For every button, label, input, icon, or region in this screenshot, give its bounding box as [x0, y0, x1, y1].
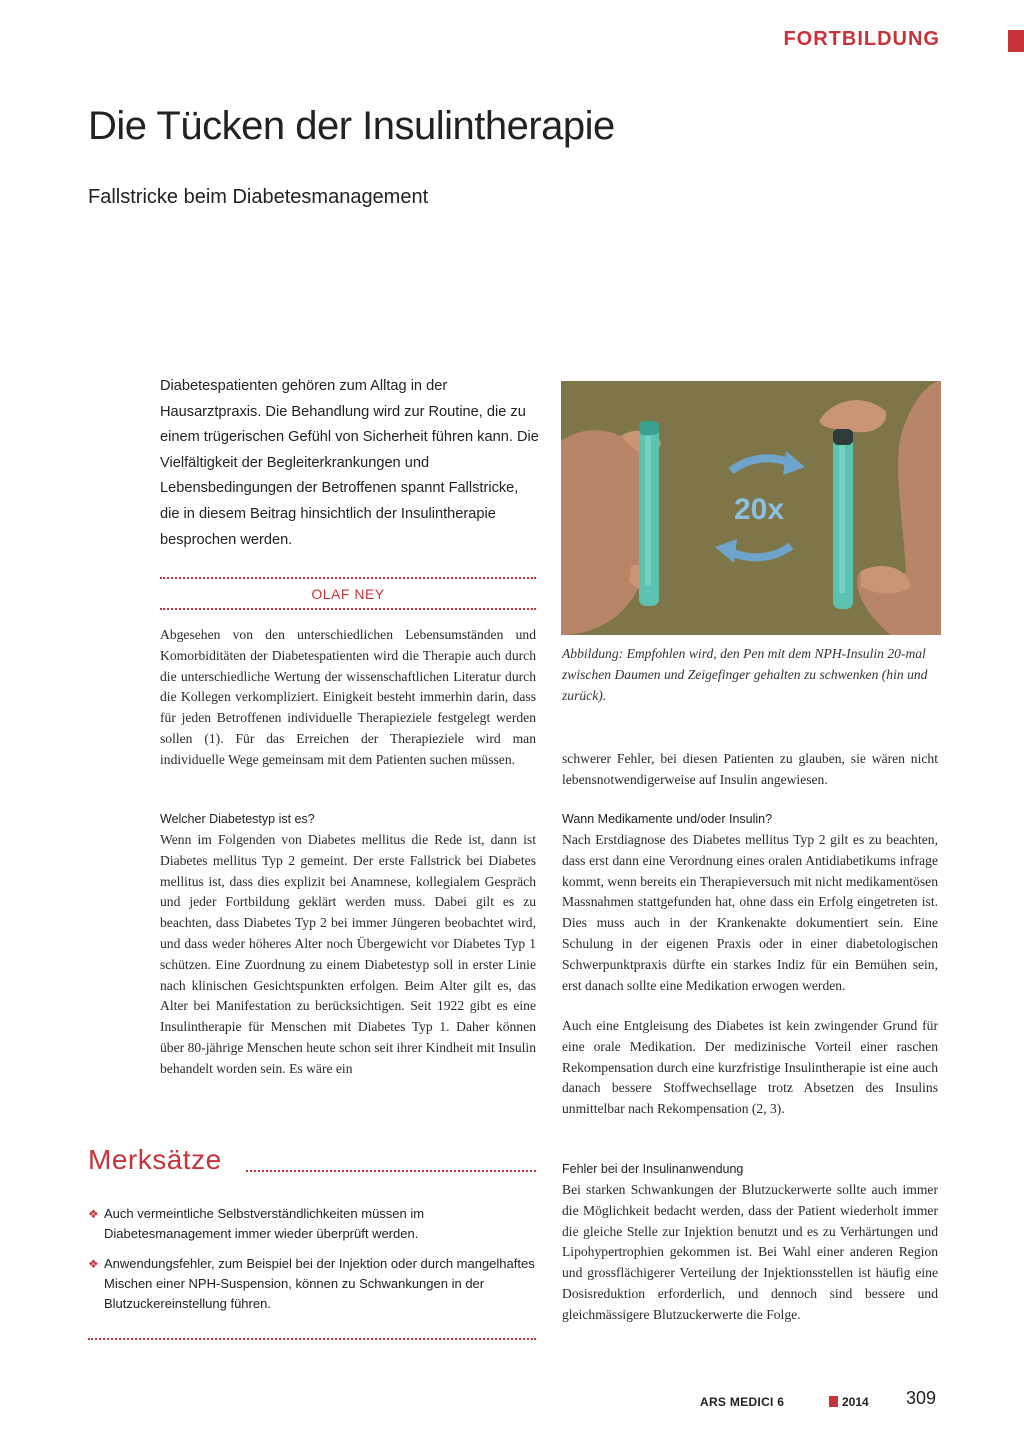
section-label: FORTBILDUNG	[783, 28, 940, 50]
merksaetze-bottom-rule	[88, 1338, 536, 1340]
merksatz-item	[88, 1204, 540, 1244]
section-paragraph: Nach Erstdiagnose des Diabetes mellitus Typ 2 gilt es zu beachten, dass erst dann eine Verordnung eines oralen Antidiabetikums infrage kommt, wenn bereits ein Therapieversuch mit nicht medikamentösen Massnahmen stattgefunden hat, ohne dass ein Erfolg eingetreten ist. Dies muss auch in der Krankenakte dokumentiert sein. Eine Schulung in der eigenen Praxis oder in einer diabetologischen Schwerpunktpraxis dürfte ein starkes Indiz für ein Bemühen sein, erst danach sollte eine Medikation erwogen werden.	[562, 832, 938, 993]
article-lead: Diabetespatienten gehören zum Alltag in der Hausarztpraxis. Die Behandlung wird zur Routine, die zu einem trügerischen Gefühl von Sicherheit führen kann. Die Vielfältigkeit der Begleiterkrankungen und Lebensbedingungen der Betroffenen spannt Fallstricke, die in diesem Beitrag hinsichtlich der Insulintherapie besprochen werden.	[160, 378, 539, 548]
section-heading: Wann Medikamente und/oder Insulin?	[562, 812, 773, 826]
journal-name: ARS MEDICI 6	[700, 1395, 785, 1409]
article-title: Die Tücken der Insulintherapie	[88, 104, 615, 148]
author-name: OLAF NEY	[311, 586, 385, 602]
intro-paragraph: Abgesehen von den unterschiedlichen Lebensumständen und Komorbiditäten der Diabetespatienten wird die Therapie auch durch die unterschiedliche Wertung der wissenschaftlichen Literatur durch die Kollegen verkompliziert. Einigkeit besteht immerhin darin, dass für jeden Betroffenen individuelle Therapieziele festgelegt werden sollen (1). Für das Erreichen der Therapieziele wird man individuelle Wege gemeinsam mit dem Patienten suchen müssen.	[160, 627, 536, 767]
section-heading: Fehler bei der Insulinanwendung	[562, 1162, 744, 1176]
continuation-paragraph: schwerer Fehler, bei diesen Patienten zu glauben, sie wären nicht lebensnotwendigerweise auf Insulin angewiesen.	[562, 751, 938, 787]
diamond-bullet-icon: ❖	[88, 1257, 99, 1271]
section-paragraph: Wenn im Folgenden von Diabetes mellitus die Rede ist, dann ist Diabetes mellitus Typ 2 gemeint. Der erste Fallstrick bei Diabetes mellitus ist, dass dies explizit bei Anamnese, kollegialem Gespräch und jeder Fortbildung geklärt werden muss. Dabei gilt es zu beachten, dass Diabetes Typ 2 bei immer Jüngeren beobachtet wird, und dass weder höheres Alter noch Übergewicht vor Diabetes Typ 1 schützen. Eine Zuordnung zu einem Diabetestyp soll in erster Linie nach klinischen Gesichtspunkten erfolgen. Beim Alter gilt es, das Alter bei Manifestation zu berücksichtigen. Seit 1922 gibt es eine Insulintherapie für Menschen mit Diabetes Typ 1. Daher können über 80-jährige Menschen heute schon seit ihrer Kindheit mit Insulin behandelt worden sein. Es wäre ein	[160, 832, 536, 1076]
figure-overlay-label: 20x	[733, 493, 785, 526]
merksatz-text: Anwendungsfehler, zum Beispiel bei der Injektion oder durch mangelhaftes Mischen einer NPH-Suspension, können zu Schwankungen in der Blutzuckereinstellung führen.	[104, 1256, 535, 1311]
figure-image	[561, 381, 941, 635]
section-heading: Welcher Diabetestyp ist es?	[160, 812, 315, 826]
diamond-bullet-icon: ❖	[88, 1207, 99, 1221]
section-paragraph: Auch eine Entgleisung des Diabetes ist kein zwingender Grund für eine orale Medikation. Der medizinische Vorteil einer raschen Rekompensation durch eine kurzfristige Insulintherapie ist eine auch danach bessere Stoffwechsellage trotz Absetzen des Insulins unmittelbar nach Rekompensation (2, 3).	[562, 1018, 938, 1117]
page-number: 309	[906, 1388, 937, 1408]
section-paragraph: Bei starken Schwankungen der Blutzuckerwerte sollte auch immer die Möglichkeit bedacht werden, dass der Patient wiederholt immer die gleiche Stelle zur Injektion benutzt und es zu Verhärtungen und Lipohypertrophien gekommen ist. Bei Wahl einer anderen Region und grossflächigerer Verteilung der Injektionsstellen ist häufig eine Dosisreduktion erforderlich, und dennoch sind bessere und gleichmässigere Blutzuckerwerte die Folge.	[562, 1182, 938, 1322]
author-divider-top	[160, 577, 536, 579]
merksatz-text: Auch vermeintliche Selbstverständlichkeiten müssen im Diabetesmanagement immer wieder überprüft werden.	[104, 1206, 425, 1241]
journal-year: 2014	[842, 1395, 869, 1409]
merksaetze-list	[88, 1204, 540, 1324]
footer-marker	[829, 1396, 838, 1407]
insulin-pen-illustration	[561, 381, 941, 635]
figure-caption: Abbildung: Empfohlen wird, den Pen mit dem NPH-Insulin 20-mal zwischen Daumen und Zeigefinger gehalten zu schwenken (hin und zurück).	[562, 646, 928, 703]
section-marker	[1008, 30, 1024, 52]
merksatz-item	[88, 1254, 540, 1314]
article-subtitle: Fallstricke beim Diabetesmanagement	[88, 186, 429, 208]
author-divider-bottom	[160, 608, 536, 610]
merksaetze-title-rule	[246, 1170, 536, 1172]
merksaetze-title: Merksätze	[88, 1144, 222, 1175]
